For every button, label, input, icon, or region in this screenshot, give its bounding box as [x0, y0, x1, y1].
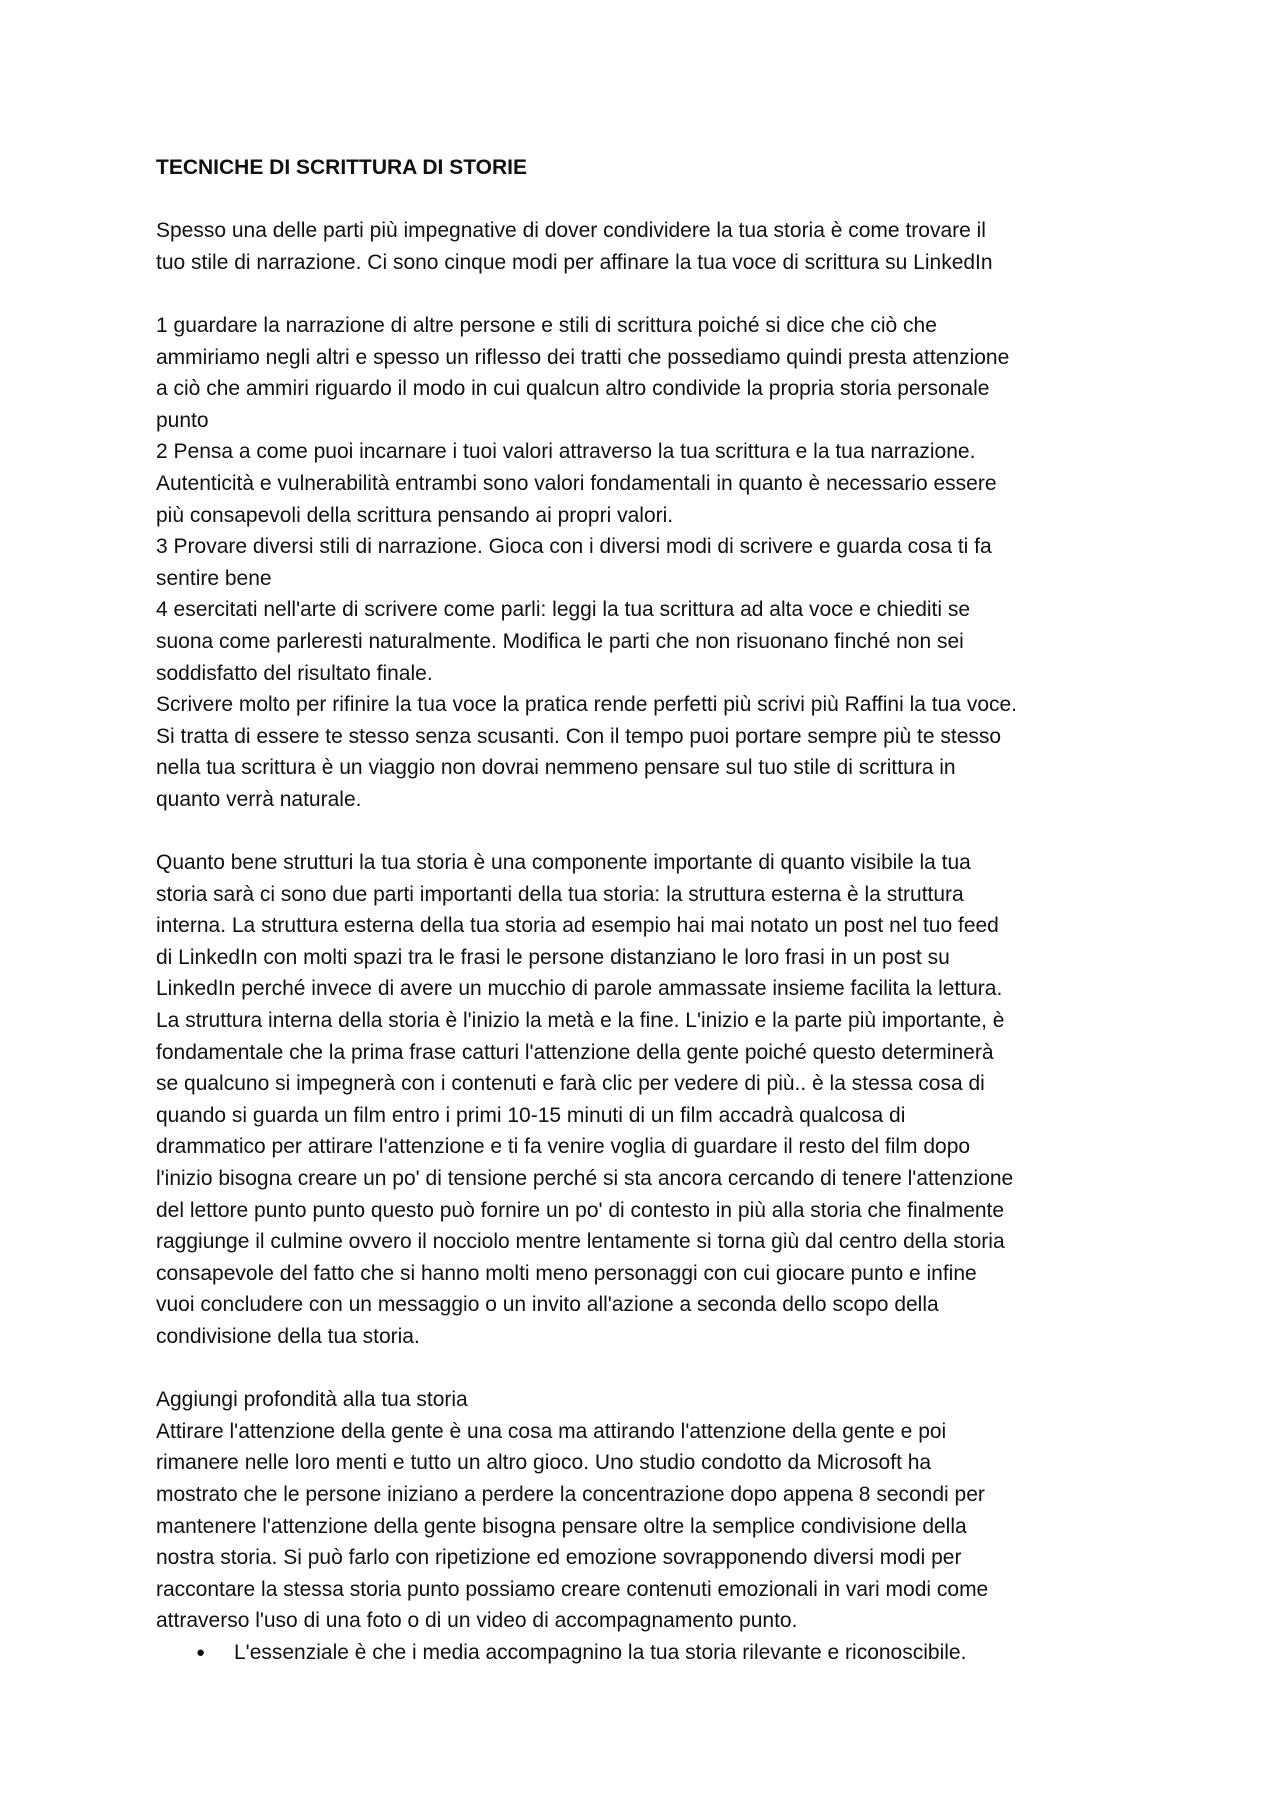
text-line: sentire bene	[156, 566, 272, 590]
text-line: Quanto bene strutturi la tua storia è una componente importante di quanto visibile la tua	[156, 851, 971, 875]
spacer	[156, 815, 1136, 847]
spacer	[156, 184, 1136, 216]
text-line: l'inizio bisogna creare un po' di tensione perché si sta ancora cercando di tenere l'attenzione	[156, 1167, 1014, 1190]
text-line: consapevole del fatto che si hanno molti meno personaggi con cui giocare punto e infine	[156, 1261, 977, 1285]
text-line: Scrivere molto per rifinire la tua voce la pratica rende perfetti più scrivi più Raffini la tua voce.	[156, 693, 1018, 717]
text-line: mantenere l'attenzione della gente bisogna pensare oltre la semplice condivisione della	[156, 1514, 967, 1538]
text-line: 3 Provare diversi stili di narrazione. Gioca con i diversi modi di scrivere e guarda cosa ti fa	[156, 535, 992, 559]
steps-paragraph	[156, 310, 1136, 816]
text-line: mostrato che le persone iniziano a perdere la concentrazione dopo appena 8 secondi per	[156, 1482, 985, 1506]
depth-paragraph	[156, 1416, 1136, 1637]
text-line: LinkedIn perché invece di avere un mucchio di parole ammassate insieme facilita la lettura.	[156, 977, 1003, 1001]
text-line: Si tratta di essere te stesso senza scusanti. Con il tempo puoi portare sempre più te stesso	[156, 724, 1002, 748]
text-line: raccontare la stessa storia punto possiamo creare contenuti emozionali in vari modi come	[156, 1577, 989, 1601]
text-line: 4 esercitati nell'arte di scrivere come parli: leggi la tua scrittura ad alta voce e chiediti se	[156, 598, 971, 622]
text-line: Spesso una delle parti più impegnative di dover condividere la tua storia è come trovare il	[156, 219, 986, 243]
structure-paragraph	[156, 847, 1136, 1353]
text-line: ammiriamo negli altri e spesso un riflesso dei tratti che possediamo quindi presta attenzione	[156, 345, 1010, 369]
text-line: drammatico per attirare l'attenzione e ti fa venire voglia di guardare il resto del film dopo	[156, 1135, 971, 1159]
document-page	[156, 152, 1136, 1669]
text-line: fondamentale che la prima frase catturi l'attenzione della gente poiché questo determinerà	[156, 1040, 994, 1064]
text-line: se qualcuno si impegnerà con i contenuti e farà clic per vedere di più.. è la stessa cosa di	[156, 1072, 985, 1096]
text-line: vuoi concludere con un messaggio o un invito all'azione a seconda dello scopo della	[156, 1293, 939, 1317]
text-line: tuo stile di narrazione. Ci sono cinque modi per affinare la tua voce di scrittura su LinkedIn	[156, 250, 993, 274]
text-line: punto	[156, 408, 209, 432]
text-line: quando si guarda un film entro i primi 10-15 minuti di un film accadrà qualcosa di	[156, 1103, 906, 1127]
text-line: nostra storia. Si può farlo con ripetizione ed emozione sovrapponendo diversi modi per	[156, 1546, 962, 1570]
bullet-list	[156, 1637, 1136, 1669]
list-item-text: L'essenziale è che i media accompagnino la tua storia rilevante e riconoscibile.	[234, 1640, 967, 1664]
text-line: condivisione della tua storia.	[156, 1324, 420, 1348]
text-line: raggiunge il culmine ovvero il nocciolo mentre lentamente si torna giù dal centro della storia	[156, 1230, 1005, 1254]
text-line: soddisfatto del risultato finale.	[156, 661, 433, 685]
spacer	[156, 278, 1136, 310]
section-heading: Aggiungi profondità alla tua storia	[156, 1388, 468, 1412]
text-line: Autenticità e vulnerabilità entrambi sono valori fondamentali in quanto è necessario essere	[156, 471, 997, 495]
text-line: a ciò che ammiri riguardo il modo in cui qualcun altro condivide la propria storia personale	[156, 377, 990, 401]
text-line: 1 guardare la narrazione di altre persone e stili di scrittura poiché si dice che ciò che	[156, 313, 937, 337]
text-line: attraverso l'uso di una foto o di un video di accompagnamento punto.	[156, 1609, 798, 1633]
text-line: 2 Pensa a come puoi incarnare i tuoi valori attraverso la tua scrittura e la tua narrazione.	[156, 440, 976, 464]
text-line: più consapevoli della scrittura pensando ai propri valori.	[156, 503, 674, 527]
text-line: Attirare l'attenzione della gente è una cosa ma attirando l'attenzione della gente e poi	[156, 1419, 947, 1443]
text-line: quanto verrà naturale.	[156, 787, 362, 811]
text-line: suona come parleresti naturalmente. Modifica le parti che non risuonano finché non sei	[156, 629, 964, 653]
text-line: di LinkedIn con molti spazi tra le frasi le persone distanziano le loro frasi in un post su	[156, 945, 950, 969]
document-title: TECNICHE DI SCRITTURA DI STORIE	[156, 156, 528, 179]
bullet-icon: ●	[196, 1643, 206, 1661]
text-line: La struttura interna della storia è l'inizio la metà e la fine. L'inizio e la parte più importante, è	[156, 1009, 1005, 1033]
text-line: rimanere nelle loro menti e tutto un altro gioco. Uno studio condotto da Microsoft ha	[156, 1451, 932, 1475]
text-line: storia sarà ci sono due parti importanti della tua storia: la struttura esterna è la struttura	[156, 882, 964, 906]
text-line: nella tua scrittura è un viaggio non dovrai nemmeno pensare sul tuo stile di scrittura in	[156, 756, 956, 780]
list-item	[156, 1637, 1136, 1669]
intro-paragraph	[156, 215, 1136, 278]
text-line: del lettore punto punto questo può fornire un po' di contesto in più alla storia che finalmente	[156, 1198, 1005, 1222]
spacer	[156, 1353, 1136, 1385]
text-line: interna. La struttura esterna della tua storia ad esempio hai mai notato un post nel tuo feed	[156, 914, 999, 938]
